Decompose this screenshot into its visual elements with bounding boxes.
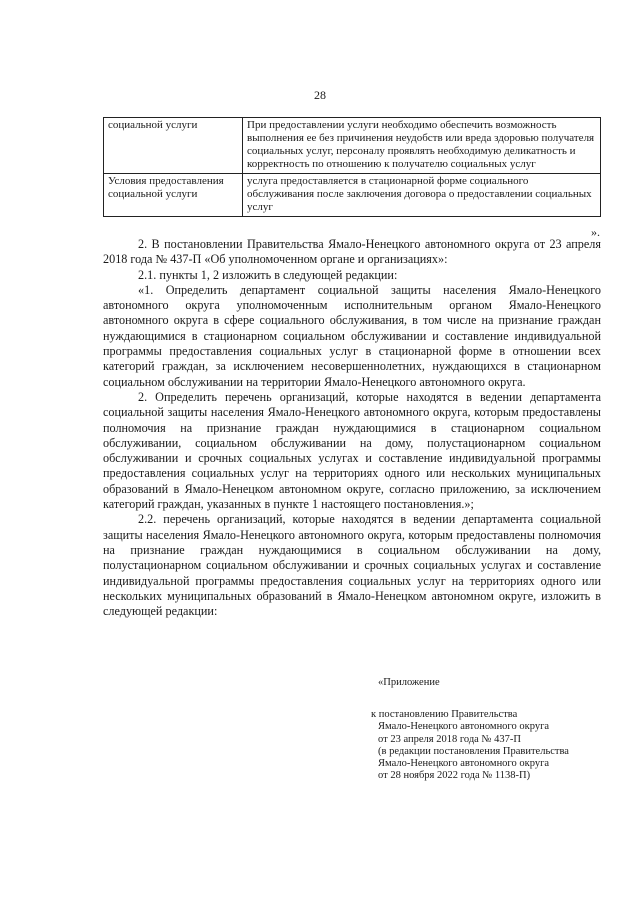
page-number: 28 [314, 88, 326, 102]
appendix-line: от 23 апреля 2018 года № 437-П [378, 733, 521, 745]
table-cell-label: Условия предоставления социальной услуги [104, 174, 243, 217]
document-body [103, 237, 601, 619]
table-row [104, 118, 601, 174]
appendix-line: от 28 ноября 2022 года № 1138-П) [378, 770, 531, 782]
appendix-title: «Приложение [378, 677, 440, 688]
closing-quote: ». [591, 225, 600, 239]
paragraph: 2.1. пункты 1, 2 изложить в следующей редакции: [138, 267, 398, 282]
table-cell-value: услуга предоставляется в стационарной форме социального обслуживания после заключения договора о предоставлении социальных услуг [243, 174, 601, 217]
table-cell-value: При предоставлении услуги необходимо обеспечить возможность выполнения ее без причинения неудобств или вреда здоровью получателя социальных услуг, персоналу проявлять необходимую деликатность и корректность по отношению к получателю социальных услуг [243, 118, 601, 174]
services-table [103, 117, 601, 217]
appendix-line: Ямало-Ненецкого автономного округа [378, 758, 550, 770]
appendix-line: Ямало-Ненецкого автономного округа [378, 721, 550, 733]
table-cell-label: социальной услуги [104, 118, 243, 174]
appendix-line: (в редакции постановления Правительства [378, 745, 569, 757]
paragraph: «1. Определить департамент социальной защиты населения Ямало-Ненецкого автономного округа уполномоченным исполнительным органом Ямало-Ненецкого автономного округа в сфере социального обслуживания, в том числе на признание граждан нуждающимися в стационарном социальном обслуживании и составление индивидуальной программы предоставления социальных услуг в стационарной форме в отношении всех категорий граждан, за исключением несовершеннолетних, нуждающихся в стационарном социальном обслуживании на территории Ямало-Ненецкого автономного округа. [103, 282, 601, 389]
table-row [104, 174, 601, 217]
paragraph: 2. Определить перечень организаций, которые находятся в ведении департамента социальной защиты населения Ямало-Ненецкого автономного округа, которым предоставлены полномочия на признание граждан нуждающимися в стационарном социальном обслуживании, социальном обслуживании на дому, полустационарном социальном обслуживании и срочных социальных услугах и составление индивидуальной программы предоставления социальных услуг на территориях одного или нескольких муниципальных образований в Ямало-Ненецком автономном округе, согласно приложению, за исключением категорий граждан, указанных в пункте 1 настоящего постановления.»; [103, 389, 601, 512]
appendix-header [371, 677, 611, 782]
paragraph: 2. В постановлении Правительства Ямало-Ненецкого автономного округа от 23 апреля 2018 года № 437-П «Об уполномоченном органе и организациях»: [103, 237, 601, 267]
appendix-line: к постановлению Правительства [371, 709, 518, 721]
paragraph: 2.2. перечень организаций, которые находятся в ведении департамента социальной защиты населения Ямало-Ненецкого автономного округа, которым предоставлены полномочия на признание граждан нуждающимися в социальном обслуживании на дому, полустационарном социальном обслуживании и срочных социальных услугах и составление индивидуальной программы предоставления социальных услуг на территориях одного или нескольких муниципальных образований в Ямало-Ненецком автономном округе, изложить в следующей редакции: [103, 512, 601, 619]
